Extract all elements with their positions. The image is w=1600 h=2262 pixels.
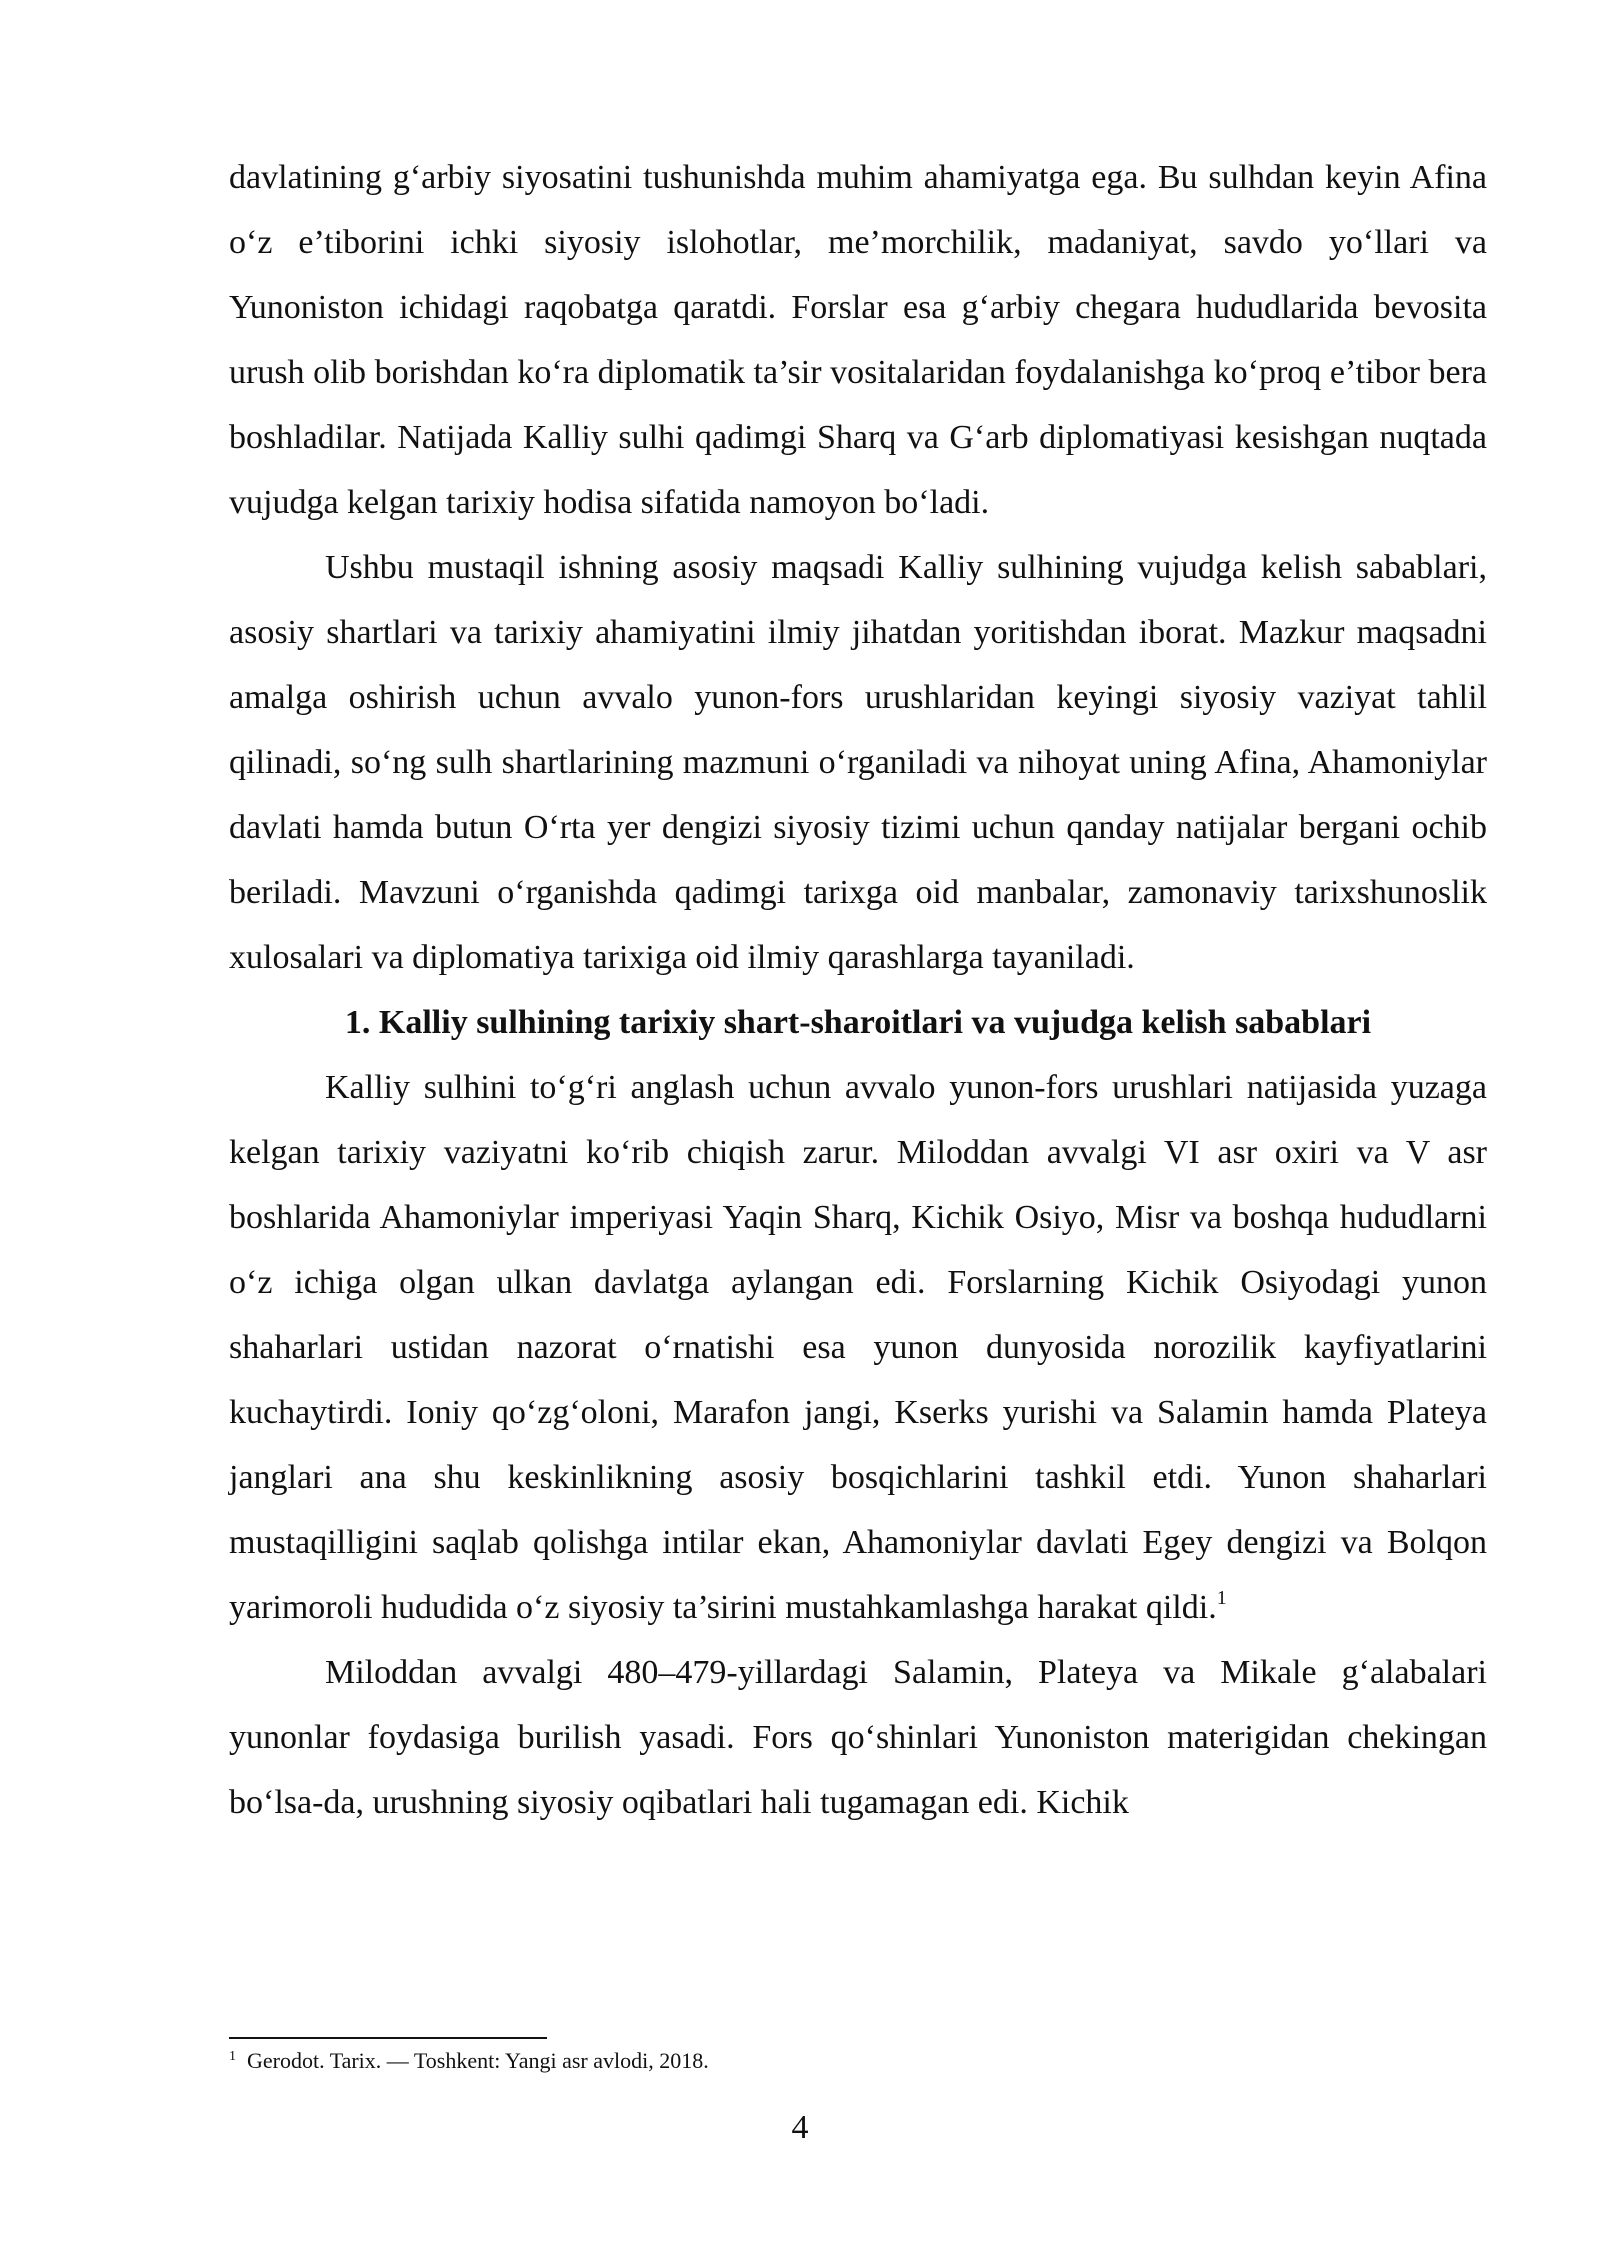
body-text <box>229 145 1487 1835</box>
section-paragraph-text: Kalliy sulhini to‘g‘ri anglash uchun avvalo yunon-fors urushlari natijasida yuzaga kelgan tarixiy vaziyatni ko‘rib chiqish zarur. Miloddan avvalgi VI asr oxiri va V asr boshlarida Ahamoniylar imperiyasi Yaqin Sharq, Kichik Osiyo, Misr va boshqa hududlarni o‘z ichiga olgan ulkan davlatga aylangan edi. Forslarning Kichik Osiyodagi yunon shaharlari ustidan nazorat o‘rnatishi esa yunon dunyosida norozilik kayfiyatlarini kuchaytirdi. Ioniy qo‘zg‘oloni, Marafon jangi, Kserks yurishi va Salamin hamda Plateya janglari ana shu keskinlikning asosiy bosqichlarini tashkil etdi. Yunon shaharlari mustaqilligini saqlab qolishga intilar ekan, Ahamoniylar davlati Egey dengizi va Bolqon yarimoroli hududida o‘z siyosiy ta’sirini mustahkamlashga harakat qildi. <box>229 1069 1487 1626</box>
footnote-number: 1 <box>229 2049 236 2064</box>
footnote-text: Gerodot. Tarix. — Toshkent: Yangi asr avlodi, 2018. <box>247 2048 709 2073</box>
page-number: 4 <box>791 2109 809 2146</box>
section-paragraph <box>229 1055 1487 1640</box>
paragraph-aim: Ushbu mustaqil ishning asosiy maqsadi Kalliy sulhining vujudga kelish sabablari, asosiy shartlari va tarixiy ahamiyatini ilmiy jihatdan yoritishdan iborat. Mazkur maqsadni amalga oshirish uchun avvalo yunon-fors urushlaridan keyingi siyosiy vaziyat tahlil qilinadi, so‘ng sulh shartlarining mazmuni o‘rganiladi va nihoyat uning Afina, Ahamoniylar davlati hamda butun O‘rta yer dengizi siyosiy tizimi uchun qanday natijalar bergani ochib beriladi. Mavzuni o‘rganishda qadimgi tarixga oid manbalar, zamonaviy tarixshunoslik xulosalari va diplomatiya tarixiga oid ilmiy qarashlarga tayaniladi. <box>229 549 1487 976</box>
footnote <box>229 2046 1487 2076</box>
footnote-reference[interactable]: 1 <box>1216 1587 1227 1609</box>
footnote-separator <box>229 2037 547 2039</box>
section-heading: 1. Kalliy sulhining tarixiy shart-sharoitlari va vujudga kelish sabablari <box>344 1004 1372 1041</box>
section-paragraph-2: Miloddan avvalgi 480–479-yillardagi Salamin, Plateya va Mikale g‘alabalari yunonlar foydasiga burilish yasadi. Fors qo‘shinlari Yunoniston materigidan chekingan bo‘lsa-da, urushning siyosiy oqibatlari hali tugamagan edi. Kichik <box>229 1654 1487 1821</box>
paragraph-continuation: davlatining g‘arbiy siyosatini tushunishda muhim ahamiyatga ega. Bu sulhdan keyin Afina o‘z e’tiborini ichki siyosiy islohotlar, me’morchilik, madaniyat, savdo yo‘llari va Yunoniston ichidagi raqobatga qaratdi. Forslar esa g‘arbiy chegara hududlarida bevosita urush olib borishdan ko‘ra diplomatik ta’sir vositalaridan foydalanishga ko‘proq e’tibor bera boshladilar. Natijada Kalliy sulhi qadimgi Sharq va G‘arb diplomatiyasi kesishgan nuqtada vujudga kelgan tarixiy hodisa sifatida namoyon bo‘ladi. <box>229 159 1487 521</box>
